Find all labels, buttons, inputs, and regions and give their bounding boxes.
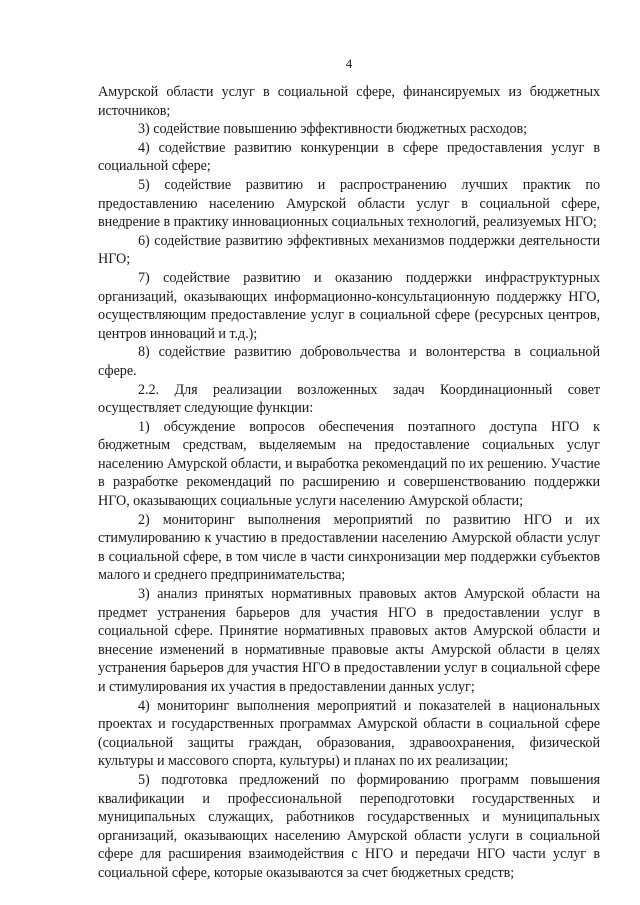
- paragraph: 5) подготовка предложений по формированию программ повышения квалификации и профессиональной переподготовки государственных и муниципальных служащих, работников государственных и муниципальных организаций, оказывающих населению Амурской области услуги в социальной сфере для расширения взаимодействия с НГО и передачи НГО части услуг в социальной сфере, которые оказываются за счет бюджетных средств;: [98, 771, 600, 881]
- paragraph: 5) содействие развитию и распространению лучших практик по предоставлению населению Амурской области услуг в социальной сфере, внедрение в практику инновационных социальных технологий, реализуемых НГО;: [98, 176, 600, 231]
- paragraph: 3) анализ принятых нормативных правовых актов Амурской области на предмет устранения барьеров для участия НГО в предоставлении услуг в социальной сфере. Принятие нормативных правовых актов Амурской области и внесение изменений в нормативные правовые акты Амурской области в целях устранения барьеров для участия НГО в предоставлении услуг в социальной сфере и стимулирования их участия в предоставлении данных услуг;: [98, 586, 600, 695]
- document-body: [98, 83, 600, 883]
- paragraph: Амурской области услуг в социальной сфере, финансируемых из бюджетных источников;: [98, 84, 600, 119]
- paragraph: 4) мониторинг выполнения мероприятий и показателей в национальных проектах и государственных программах Амурской области в социальной сфере (социальной защиты граждан, образования, здравоохранения, физической культуры и массового спорта, культуры) и планах по их реализации;: [98, 697, 600, 770]
- page-number: 4: [345, 56, 353, 71]
- paragraph: 2) мониторинг выполнения мероприятий по развитию НГО и их стимулированию к участию в предоставлении населению Амурской области услуг в социальной сфере, в том числе в части синхронизации мер поддержки субъектов малого и среднего предпринимательства;: [98, 511, 600, 584]
- paragraph: 6) содействие развитию эффективных механизмов поддержки деятельности НГО;: [98, 232, 600, 268]
- paragraph: 1) обсуждение вопросов обеспечения поэтапного доступа НГО к бюджетным средствам, выделяемым на предоставление социальных услуг населению Амурской области, и выработка рекомендаций по их решению. Участие в разработке рекомендаций по расширению и совершенствованию поддержки НГО, оказывающих социальные услуги населению Амурской области;: [98, 418, 600, 510]
- paragraph: 7) содействие развитию и оказанию поддержки инфраструктурных организаций, оказывающих информационно-консультационную поддержку НГО, осуществляющим предоставление услуг в социальной сфере (ресурсных центров, центров инноваций и т.д.);: [98, 269, 600, 342]
- paragraph: 2.2. Для реализации возложенных задач Координационный совет осуществляет следующие функции:: [98, 381, 600, 417]
- paragraph: 4) содействие развитию конкуренции в сфере предоставления услуг в социальной сфере;: [98, 139, 600, 175]
- paragraph: 8) содействие развитию добровольчества и волонтерства в социальной сфере.: [98, 344, 600, 379]
- paragraph: 3) содействие повышению эффективности бюджетных расходов;: [138, 121, 528, 138]
